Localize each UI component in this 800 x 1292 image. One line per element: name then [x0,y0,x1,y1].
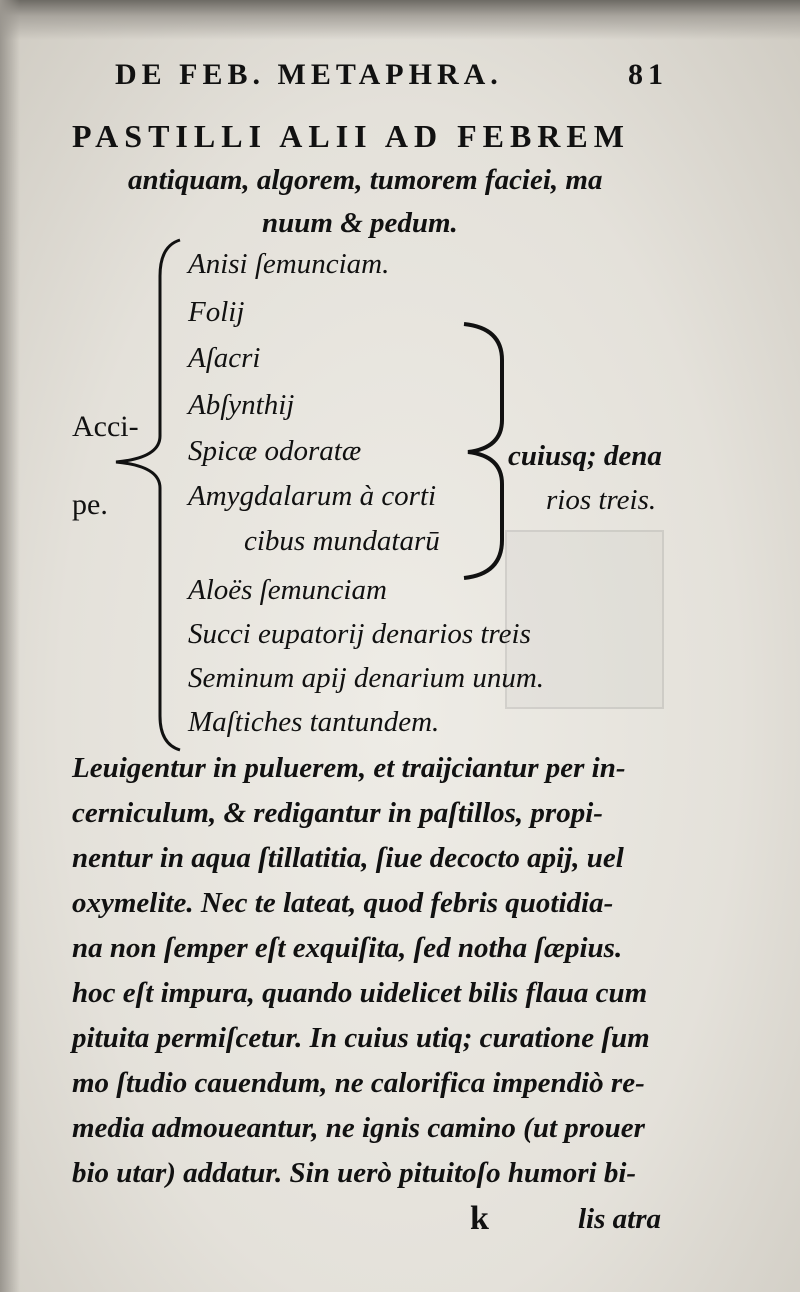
running-title: DE FEB. METAPHRA. [115,58,503,91]
signature-mark: k [470,1200,489,1237]
ingredient-line: Aſacri [188,342,261,374]
ingredient-line: Folij [188,296,245,328]
ingredient-line: Succi eupatorij denarios treis [188,618,531,650]
body-line: pituita permiſcetur. In cuius utiq; curatione ſum [72,1022,650,1054]
ingredient-line: Maſtiches tantundem. [188,706,440,738]
body-line: bio utar) addatur. Sin uerò pituitoſo humori bi- [72,1157,637,1189]
recipe-subtitle-line-1: antiquam, algorem, tumorem faciei, ma [128,164,603,196]
accipe-part-2: pe. [72,488,108,521]
ingredient-line: Aloës ſemunciam [188,574,387,606]
accipe-part-1: Acci- [72,410,139,443]
body-line: cerniculum, & redigantur in paſtillos, propi- [72,797,603,829]
ingredient-line: Anisi ſemunciam. [188,248,390,280]
body-line: nentur in aqua ſtillatitia, ſiue decocto apij, uel [72,842,624,874]
body-line: media admoueantur, ne ignis camino (ut prouer [72,1112,645,1144]
page-shadow-left [0,0,20,1292]
catchword: lis atra [578,1203,661,1235]
body-line: na non ſemper eſt exquiſita, ſed notha ſæpius. [72,932,623,964]
ingredient-line: Seminum apij denarium unum. [188,662,545,694]
page-number: 81 [628,58,668,91]
dose-line-1: cuiusq; dena [508,440,662,472]
ingredient-line: Amygdalarum à corti [188,480,437,512]
body-line: hoc eſt impura, quando uidelicet bilis flaua cum [72,977,648,1009]
ingredient-line: Spicæ odoratæ [188,435,362,467]
ingredient-line: Abſynthij [188,389,295,421]
ingredient-line: cibus mundatarū [244,525,440,557]
recipe-subtitle-line-2: nuum & pedum. [262,207,458,239]
page-shadow-top [0,0,800,40]
dose-line-2: rios treis. [546,484,657,516]
left-curly-brace [110,236,180,756]
recipe-title: PASTILLI ALII AD FEBREM [72,118,630,154]
body-line: oxymelite. Nec te lateat, quod febris quotidia- [72,887,614,919]
body-line: mo ſtudio cauendum, ne calorifica impendiò re- [72,1067,645,1099]
body-line: Leuigentur in puluerem, et traijciantur per in- [72,752,626,784]
